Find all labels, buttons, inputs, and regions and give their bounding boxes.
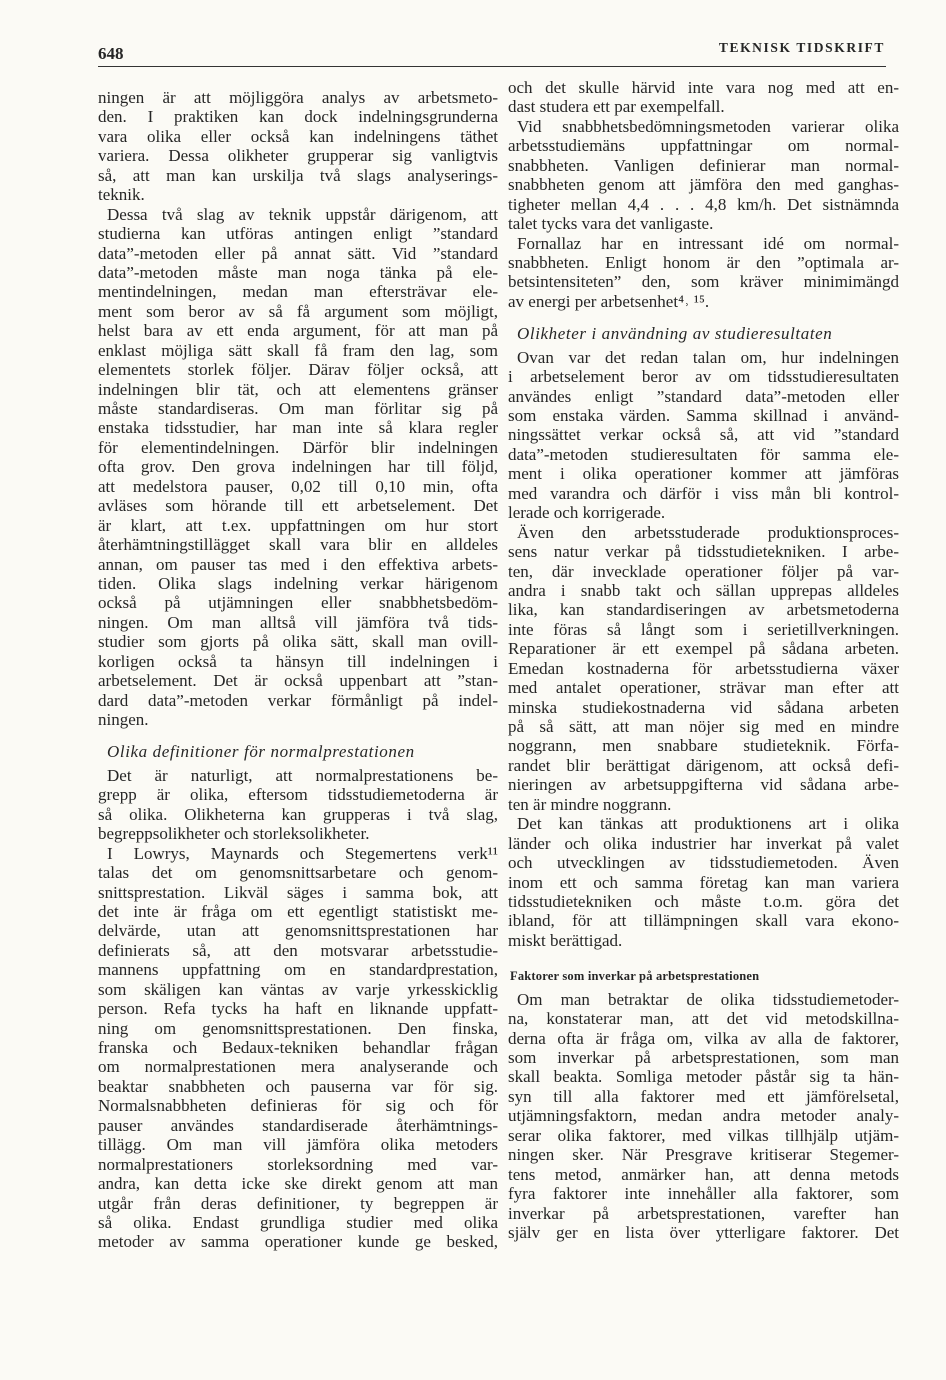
page-number: 648 — [98, 44, 124, 63]
paragraph — [98, 205, 498, 730]
text-line: snabbheten. Enligt honom är den ”optimala ar- — [508, 252, 899, 272]
paragraph — [508, 814, 899, 950]
text-line: utgår från deras definitioner, ty begreppen är — [98, 1193, 498, 1213]
text-line: mannens uppfattning om en standardprestation, — [98, 960, 498, 980]
text-line: Normalsnabbheten definieras för sig och för — [98, 1096, 498, 1116]
text-line: måste standardiseras. Om man förlitar sig på — [98, 399, 498, 418]
text-line: arbetsstudiemäns uppfattningar om normal- — [508, 136, 899, 156]
text-line: inverkar på arbetsprestationen, varefter han — [508, 1203, 899, 1223]
text-line: skall beakta. Somliga metoder påstår sig ta hän- — [508, 1067, 899, 1087]
text-line: själv ger en lista över ytterligare faktorer. Det — [508, 1222, 899, 1242]
text-line: sens natur verkar på tidsstudietekniken. I arbe- — [508, 542, 899, 562]
text-line: vara olika eller också kan indelningens täthet — [98, 126, 498, 146]
text-line: dard data”-metoden verkar förmånligt på indel- — [98, 690, 498, 710]
text-line: tiden. Olika slags indelning verkar härigenom — [98, 573, 498, 593]
text-line: av energi per arbetsenhet⁴˒ ¹⁵. — [508, 291, 710, 311]
text-line: beaktar snabbheten och pauserna var för sig. — [98, 1076, 498, 1096]
text-line: talet tycks vara det vanligaste. — [508, 214, 714, 234]
text-line: Vid snabbhetsbedömningsmetoden varierar olika — [517, 116, 899, 136]
text-line: teknik. — [98, 185, 145, 205]
paragraph — [98, 766, 498, 844]
text-line: delvärde, utan att genomsnittsprestationen har — [98, 921, 498, 941]
text-line: ibland, för att tillämpningen skall vara ekono- — [508, 911, 899, 931]
text-line: noggrann, men snabbare studieteknik. Förfa- — [508, 736, 899, 756]
text-line: ningen. — [98, 710, 149, 729]
text-line: na, konstaterar man, att det vid metodskillna- — [508, 1009, 899, 1029]
text-line: minska studiekostnaderna vid sådana arbeten — [508, 697, 899, 717]
text-line: fyra faktorer inte innehåller alla faktorer, som — [508, 1184, 899, 1204]
text-line: ningen är att möjliggöra analys av arbetsmeto- — [98, 88, 498, 107]
text-line: ment i olika operationer kommer att jämföras — [508, 464, 899, 484]
header-rule — [98, 66, 886, 67]
section-heading: Faktorer som inverkar på arbetsprestationen — [510, 969, 760, 984]
text-line: studierna kan utföras antingen enligt ”standard — [98, 224, 498, 244]
text-line: utjämningsfaktorn, medan andra metoder analy- — [508, 1106, 899, 1126]
text-line: andra i snabb takt och sällan upprepas alldeles — [508, 580, 899, 600]
text-line: Dessa två slag av teknik uppstår därigenom, att — [107, 204, 498, 224]
text-line: ningssättet verkar också så, att vid ”standard — [508, 425, 899, 445]
text-line: på så sätt, att man nöjer sig med en mindre — [508, 717, 899, 737]
text-line: randet blir berättigat därigenom, att också defi- — [508, 755, 899, 775]
text-line: som inverkar på arbetsprestationen, som man — [508, 1048, 899, 1068]
text-line: det inte är fråga om ett egentligt statistiskt me- — [98, 901, 498, 921]
text-line: Reparationer är ett exempel på sådana arbeten. — [508, 639, 899, 659]
text-line: för elementindelningen. Därför blir indelningen — [98, 437, 498, 457]
text-line: ofta grov. Den grova indelningen har till följd, — [98, 457, 498, 477]
text-line: dast studera ett par exempelfall. — [508, 97, 725, 117]
text-line: serar olika faktorer, med vilkas tillhjälp utjäm- — [508, 1125, 899, 1145]
text-line: normalprestationers storleksordning med var- — [98, 1154, 498, 1174]
paragraph — [98, 88, 498, 205]
text-column-left — [98, 88, 498, 1252]
text-line: begreppsolikheter och storleksolikheter. — [98, 824, 370, 844]
text-line: så olika. Olikheterna kan grupperas i två slag, — [98, 804, 498, 824]
text-line: Även den arbetsstuderade produktionsproces- — [517, 522, 899, 542]
text-line: ning om genomsnittsprestationen. Den finska, — [98, 1018, 498, 1038]
text-line: person. Refa tycks ha haft en liknande uppfatt- — [98, 999, 498, 1019]
text-line: också på utjämningen eller snabbhetsbedöm- — [98, 593, 498, 613]
text-line: och det skulle härvid inte vara nog med att en- — [508, 78, 899, 97]
text-line: talas det om genomsnittsarbetare och genom- — [98, 863, 498, 883]
text-line: annan, om pauser tas med i den effektiva arbets- — [98, 554, 498, 574]
text-line: Om man betraktar de olika tidsstudiemetoder- — [517, 989, 899, 1009]
paragraph — [508, 78, 899, 117]
text-line: som enstaka värden. Samma skillnad i använd- — [508, 406, 899, 426]
text-line: I Lowrys, Maynards och Stegemertens verk¹¹ — [107, 843, 498, 863]
text-line: ningen. Om man alltså vill jämföra två tids- — [98, 612, 498, 632]
text-line: data”-metoden eller på annat sätt. Vid ”standard — [98, 243, 498, 263]
text-line: länder och olika industrier har inverkat på valet — [508, 833, 899, 853]
text-line: definierats så, att den motsvarar arbetsstudie- — [98, 940, 498, 960]
text-line: och utvecklingen av tidsstudiemetoden. Även — [508, 853, 899, 873]
text-line: lika, kan standardiseringen av arbetsmetoderna — [508, 600, 899, 620]
text-line: är klart, att t.ex. uppfattningen om hur stort — [98, 515, 498, 535]
text-line: data”-metoden studieresultaten för samma ele- — [508, 444, 899, 464]
section-heading: Olikheter i användning av studieresultaten — [517, 324, 833, 344]
text-line: med antalet operationer, strävar man efter att — [508, 678, 899, 698]
paragraph — [508, 990, 899, 1243]
text-line: data”-metoden måste man noga tänka på ele- — [98, 262, 498, 282]
text-line: franska och Bedaux-tekniken behandlar frågan — [98, 1038, 498, 1058]
text-line: betsintensiteten” den, som kräver minimimängd — [508, 272, 899, 292]
text-line: ment som beror av så få argument som möjligt, — [98, 301, 498, 321]
paragraph — [508, 234, 899, 312]
text-line: indelningen blir tät, och att elementens gränser — [98, 379, 498, 399]
text-line: enstaka tidsstudier, har man inte så klara regler — [98, 418, 498, 438]
text-line: arbetselement. Det är också uppenbart att ”stan- — [98, 671, 498, 691]
text-line: grepp är olika, eftersom tidsstudiemetoderna är — [98, 785, 498, 805]
text-line: med varandra och därför i viss mån bli kontrol- — [508, 483, 899, 503]
text-line: som skäligen kan väntas av varje yrkesskicklig — [98, 979, 498, 999]
text-line: ningen sker. När Presgrave kritiserar Stegemer- — [508, 1145, 899, 1165]
text-line: så olika. Endast grundliga studier med olika — [98, 1212, 498, 1232]
text-line: så, att man kan urskilja två slags analyserings- — [98, 165, 498, 185]
text-line: enklast möjliga sätt skall få fram den lag, som — [98, 340, 498, 360]
text-line: nieringen av arbetsuppgifterna vid sådana arbe- — [508, 775, 899, 795]
text-line: återhämtningstillägget skall vara blir en alldeles — [98, 535, 498, 555]
text-line: ten, där invecklade operationer följer på var- — [508, 561, 899, 581]
text-line: mentindelningen, medan man eftersträvar ele- — [98, 282, 498, 302]
text-line: den. I praktiken kan dock indelningsgrunderna — [98, 107, 498, 127]
paragraph — [508, 348, 899, 523]
text-line: andra, kan detta icke ske direkt genom att man — [98, 1174, 498, 1194]
text-line: användes enligt ”standard data”-metoden eller — [508, 386, 899, 406]
text-line: tidsstudietekniken och måste t.o.m. göra det — [508, 891, 899, 911]
text-line: om normalprestationen mera analyserande och — [98, 1057, 498, 1077]
text-line: Det är naturligt, att normalprestationens be- — [107, 765, 498, 785]
text-column-right — [508, 78, 899, 1242]
paragraph — [508, 117, 899, 234]
text-line: tigheter mellan 4,4 . . . 4,8 km/h. Det sistnämnda — [508, 194, 899, 214]
text-line: Emedan kostnaderna för arbetsstudierna växer — [508, 658, 899, 678]
text-line: lerade och korrigerade. — [508, 503, 666, 523]
text-line: elementets storlek följer. Därav följer också, att — [98, 360, 498, 380]
text-line: Fornallaz har en intressant idé om normal- — [517, 233, 899, 253]
text-line: syn till alla faktorer med ett jämförelsetal, — [508, 1086, 899, 1106]
text-line: korligen också ta hänsyn till indelningen i — [98, 651, 498, 671]
text-line: snabbheten genom att jämföra den med ganghas- — [508, 175, 899, 195]
text-line: Ovan var det redan talan om, hur indelningen — [517, 347, 899, 367]
text-line: att medelstora pauser, 0,02 till 0,10 min, ofta — [98, 476, 498, 496]
paragraph — [98, 844, 498, 1252]
text-line: derna ofta är fråga om, vilka av alla de faktorer, — [508, 1028, 899, 1048]
text-line: Det kan tänkas att produktionens art i olika — [517, 814, 899, 834]
text-line: avläses som hörande till ett arbetselement. Det — [98, 496, 498, 516]
text-line: ten är mindre noggrann. — [508, 794, 672, 814]
text-line: tillägg. Om man vill jämföra olika metoders — [98, 1135, 498, 1155]
text-line: miskt berättigad. — [508, 930, 623, 950]
text-line: i arbetselement beror av om tidsstudieresultaten — [508, 367, 899, 387]
text-line: metoder av samma operationer kunde ge besked, — [98, 1232, 498, 1252]
text-line: inom ett och samma företag kan man variera — [508, 872, 899, 892]
text-line: snittsprestation. Likväl säges i samma bok, att — [98, 882, 498, 902]
text-line: inte föras så långt som i serietillverkningen. — [508, 619, 899, 639]
text-line: helst bara av ett enda argument, för att man på — [98, 321, 498, 341]
text-line: pauser användes standardiserade återhämtnings- — [98, 1115, 498, 1135]
journal-title: TEKNISK TIDSKRIFT — [718, 40, 885, 55]
text-line: variera. Dessa olikheter grupperar sig vanligtvis — [98, 146, 498, 166]
text-line: studier som gjorts på olika sätt, skall man ovill- — [98, 632, 498, 652]
text-line: tens metod, anmärker han, att denna metods — [508, 1164, 899, 1184]
section-heading: Olika definitioner för normalprestationen — [107, 742, 415, 762]
paragraph — [508, 523, 899, 815]
text-line: snabbheten. Vanligen definierar man normal- — [508, 155, 899, 175]
